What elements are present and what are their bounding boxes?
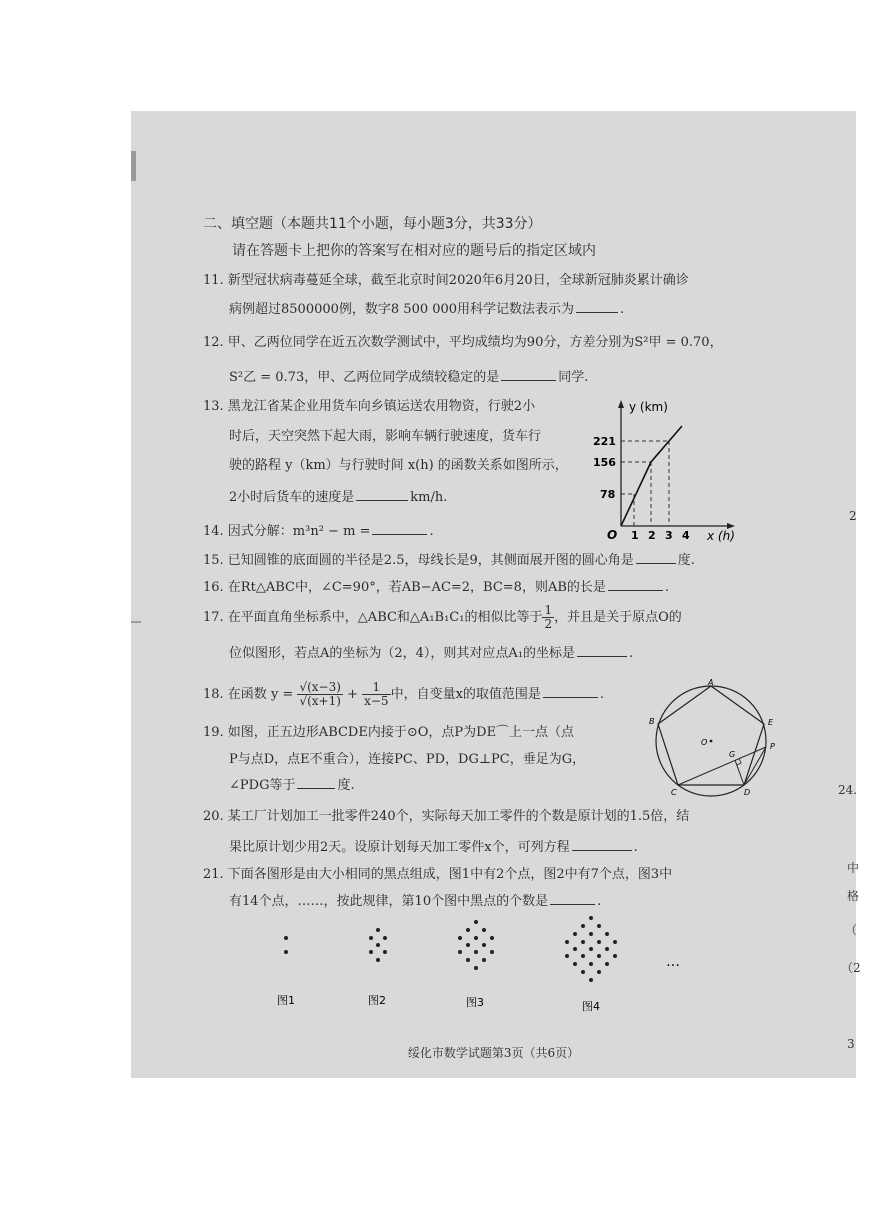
q19-line1: 19. 如图，正五边形ABCDE内接于⊙O，点P为DE⌒上一点（点 — [203, 725, 575, 740]
figure-label-1: 图1 — [277, 994, 295, 1007]
q21-line2: 有14个点，……，按此规律，第10个图中黑点的个数是 . — [229, 894, 602, 909]
y-tick-78: 78 — [600, 488, 616, 501]
q13-function-graph — [591, 396, 741, 541]
scan-edge-mark — [131, 621, 141, 623]
origin-label: O — [607, 528, 618, 542]
page-footer: 绥化市数学试题第3页（共6页） — [407, 1046, 580, 1060]
q13-line2: 时后，天空突然下起大雨，影响车辆行驶速度，货车行 — [229, 429, 542, 444]
label-d: D — [744, 788, 751, 797]
x-axis-label: x (h) — [707, 529, 735, 543]
q18: 18. 在函数 y = $\frac{√(x-3)}{√(x+1)}$ + $\frac{1}{x-5}$ 中，自变量x的取值范围是 . — [203, 680, 605, 708]
q12-line2: S²乙 = 0.73，甲、乙两位同学成绩较稳定的是 同学. — [229, 370, 589, 385]
center-point — [710, 740, 713, 743]
dot-pattern-figures — [261, 916, 711, 1026]
answer-blank — [356, 488, 408, 501]
label-g: G — [729, 750, 736, 759]
label-b: B — [649, 717, 655, 726]
edge-fragment: 24. — [838, 783, 858, 797]
x-tick-1: 1 — [631, 529, 639, 542]
answer-blank — [636, 551, 676, 564]
answer-blank — [501, 368, 556, 381]
answer-blank — [550, 892, 595, 905]
answer-blank — [608, 578, 663, 591]
q12-line1: 12. 甲、乙两位同学在近五次数学测试中，平均成绩均为90分，方差分别为S²甲 = 0.70， — [203, 335, 723, 350]
section-instruction: 请在答题卡上把你的答案写在相对应的题号后的指定区域内 — [232, 243, 596, 259]
edge-fragment: 中 — [847, 861, 860, 875]
answer-blank — [372, 522, 427, 535]
edge-fragment: （ — [845, 923, 858, 937]
dot-figure-4 — [565, 916, 617, 982]
q11-line1: 11. 新型冠状病毒蔓延全球，截至北京时间2020年6月20日，全球新冠肺炎累计确诊 — [203, 273, 689, 288]
label-e: E — [768, 718, 774, 727]
y-tick-156: 156 — [593, 456, 616, 469]
y-axis-label: y (km) — [629, 400, 668, 414]
q16: 16. 在Rt△ABC中，∠C=90°，若AB−AC=2，BC=8，则AB的长是 . — [203, 580, 670, 595]
edge-fragment: （2 — [841, 961, 861, 975]
q11-line2: 病例超过8500000例，数字8 500 000用科学记数法表示为 . — [229, 302, 625, 317]
label-o: O — [701, 738, 708, 747]
figure-label-4: 图4 — [582, 1000, 600, 1013]
q20-line2: 果比原计划少用2天。设原计划每天加工零件x个，可列方程 . — [229, 840, 638, 855]
section-title: 二、填空题（本题共11个小题，每小题3分，共33分） — [203, 216, 542, 232]
edge-fragment: 格 — [847, 889, 860, 903]
x-tick-2: 2 — [648, 529, 656, 542]
q14: 14. 因式分解：m³n² − m = . — [203, 524, 434, 539]
dot-figure-1 — [284, 936, 288, 954]
y-axis-arrow — [618, 400, 624, 408]
q13-line1: 13. 黑龙江省某企业用货车向乡镇运送农用物资，行驶2小 — [203, 399, 536, 414]
dot-figure-2 — [369, 928, 387, 962]
q20-line1: 20. 某工厂计划加工一批零件240个，实际每天加工零件的个数是原计划的1.5倍，结 — [203, 809, 690, 824]
label-p: P — [770, 742, 775, 751]
q19-line2: P与点D，点E不重合），连接PC、PD，DG⊥PC，垂足为G， — [229, 752, 586, 767]
exam-page — [131, 111, 861, 1078]
x-tick-3: 3 — [665, 529, 673, 542]
q15: 15. 已知圆锥的底面圆的半径是2.5，母线长是9，其侧面展开图的圆心角是 度. — [203, 553, 695, 568]
q19-pentagon-figure — [631, 679, 791, 804]
q19-line3: ∠PDG等于 度. — [229, 778, 355, 793]
answer-blank — [543, 685, 598, 698]
figure-label-3: 图3 — [466, 996, 484, 1009]
q21-line1: 21. 下面各图形是由大小相同的黑点组成，图1中有2个点，图2中有7个点，图3中 — [203, 867, 673, 882]
label-c: C — [671, 788, 677, 797]
q13-line4: 2小时后货车的速度是 km/h. — [229, 490, 448, 505]
dot-figure-3 — [458, 920, 494, 970]
fraction-one-half: $\frac{1}{2}$ — [544, 603, 553, 631]
segment-pc — [678, 747, 766, 785]
answer-blank — [577, 644, 627, 657]
fraction-sqrt: $\frac{√(x-3)}{√(x+1)}$ — [299, 680, 341, 708]
answer-blank — [297, 776, 335, 789]
answer-blank — [576, 300, 618, 313]
q17-line1: 17. 在平面直角坐标系中，△ABC和△A₁B₁C₁的相似比等于 $\frac{1}{2}$ ，并且是关于原点O的 — [203, 603, 682, 631]
fraction-reciprocal: $\frac{1}{x-5}$ — [364, 680, 389, 708]
label-a: A — [708, 678, 714, 687]
scan-edge-mark — [131, 151, 136, 181]
x-tick-4: 4 — [682, 529, 690, 542]
y-tick-221: 221 — [593, 435, 616, 448]
edge-fragment: 3 — [847, 1037, 855, 1051]
edge-fragment: 2 — [849, 509, 857, 523]
q17-line2: 位似图形，若点A的坐标为（2，4），则其对应点A₁的坐标是 . — [229, 646, 634, 661]
answer-blank — [572, 838, 632, 851]
q13-line3: 驶的路程 y（km）与行驶时间 x(h) 的函数关系如图所示， — [229, 458, 568, 473]
figure-label-2: 图2 — [368, 994, 386, 1007]
ellipsis: … — [666, 954, 680, 970]
